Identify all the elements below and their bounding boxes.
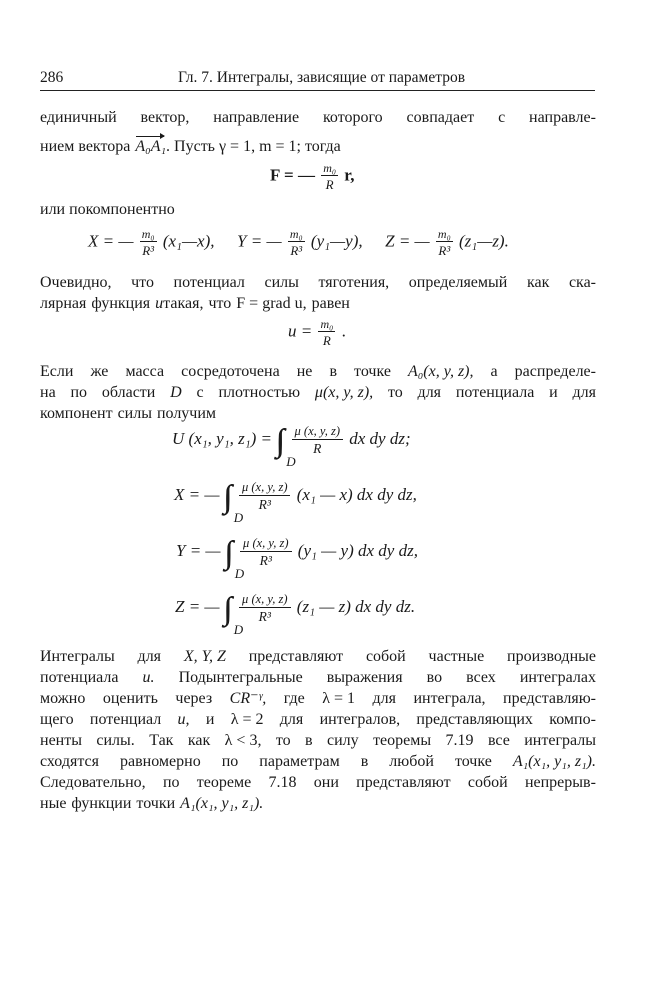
equation-integral-x: X = — D $\frac{\mu (x, y, z)}{\text{R³}}$ (x₁ — x) dx dy dz,: [174, 479, 417, 525]
equation-integral-potential: U (x₁, y₁, z₁) = D $\frac{\mu (x, y, z)}{R}$ dx dy dz;: [172, 423, 411, 469]
paragraph-componentwise: или покомпонентно: [40, 201, 175, 218]
equation-components: X = — $\frac{\text{m₀}}{\text{R³}}$ (x₁—x), Y = — $\frac{\text{m₀}}{\text{R³}}$ (y₁—y), Z = — $\frac{\text{m₀}}{\text{R³}}$ (z₁—z).: [88, 227, 509, 258]
equation-potential: u = $\frac{\text{m₀}}{R}$ .: [288, 317, 346, 348]
equation-integral-y: Y = — D $\frac{\mu (x, y, z)}{\text{R³}}$ (y₁ — y) dx dy dz,: [176, 535, 418, 581]
paragraph-potential: Очевидно, что потенциал силы тяготения, определяемый как ска- лярная функция u такая, что F = grad u, равен: [40, 274, 596, 312]
running-header: [40, 68, 595, 91]
paragraph-unit-vector: [40, 107, 596, 157]
page-number: 286: [40, 69, 64, 86]
paragraph-conclusion: Интегралы для X, Y, Z представляют собой частные производные потенциала u. Подынтегральные выражения во всех интегралах можно оценить через CR⁻ᵞ, где λ = 1 для интеграла, представляю- щего потенциал u, и λ = 2 для интегралов, представляющих компо- ненты силы. Так как λ < 3, то в силу теоремы 7.19 все интегралы сходятся равномерно по параметрам в любой точке A₁(x₁, y₁, z₁). Следовательно, по теореме 7.18 они представляют собой непрерыв- ные функции точки A₁(x₁, y₁, z₁).: [40, 648, 596, 812]
running-title: Гл. 7. Интегралы, зависящие от параметров: [178, 69, 466, 86]
text-line: нием вектора A₀A₁ . Пусть γ = 1, m = 1; тогда: [40, 138, 341, 155]
equation-force: F = — $\frac{\text{m₀}}{R}$ r,: [270, 161, 355, 192]
vector-a0a1: A₀A₁: [135, 138, 167, 155]
fraction: $\frac{\text{m₀}}{R}$: [323, 161, 337, 192]
equation-integral-z: Z = — D $\frac{\mu (x, y, z)}{\text{R³}}$ (z₁ — z) dx dy dz.: [175, 591, 416, 637]
text-line: единичный вектор, направление которого совпадает с направле-: [40, 109, 596, 126]
paragraph-distributed-mass: Если же масса сосредоточена не в точке A₀(x, y, z), а распределе- на по области D с плотностью μ(x, y, z), то для потенциала и для компонент силы получим: [40, 363, 596, 422]
